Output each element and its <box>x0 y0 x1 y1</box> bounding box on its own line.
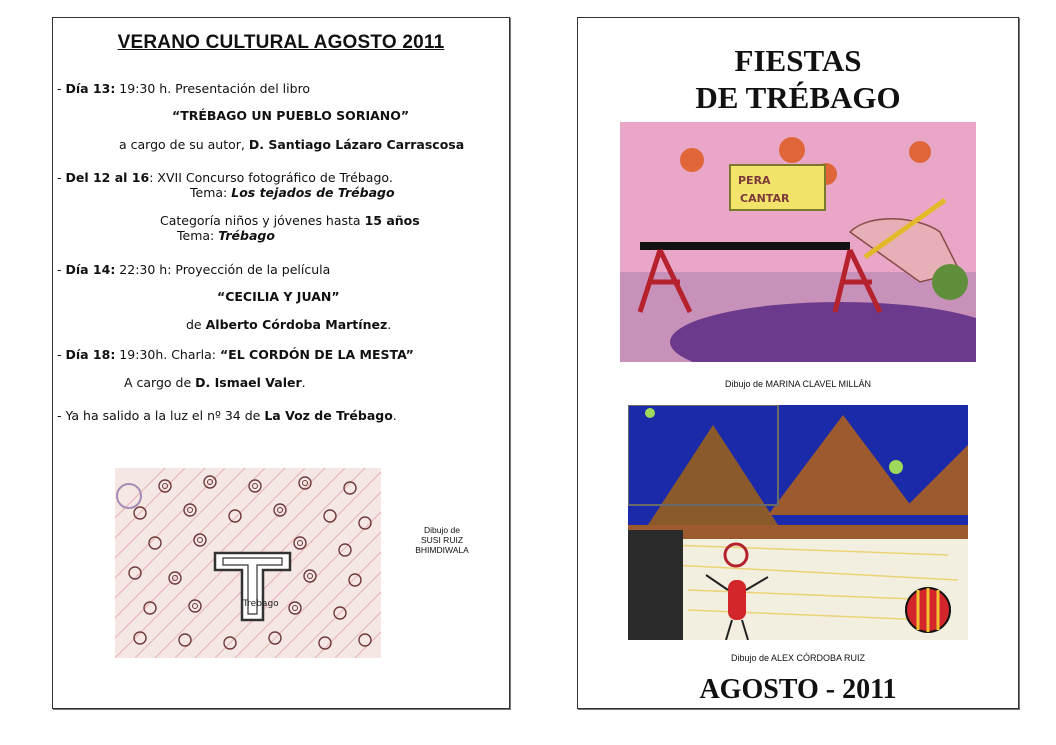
category-label: Categoría niños y jóvenes hasta <box>160 213 365 228</box>
sign-text: CANTAR <box>740 192 790 205</box>
theme-topic: Trébago <box>218 228 275 243</box>
magazine-prefix: - Ya ha salido a la luz el nº 34 de <box>57 408 265 423</box>
speaker-prefix: A cargo de <box>124 375 196 390</box>
event-date: Día 13: <box>65 81 116 96</box>
drawing-caption <box>397 525 487 555</box>
bullet: - <box>57 262 66 277</box>
theme-label: Tema: <box>190 185 232 200</box>
sign-text: PERA <box>738 174 771 187</box>
footer-date: AGOSTO - 2011 <box>699 674 897 705</box>
page-heading: VERANO CULTURAL AGOSTO 2011 <box>117 32 445 53</box>
author-name: D. Santiago Lázaro Carrascosa <box>248 137 465 152</box>
bullet: - <box>57 81 66 96</box>
magazine-line <box>57 408 397 423</box>
event-text: : XVII Concurso fotográfico de Trébago. <box>149 170 393 185</box>
film-title-text: “CECILIA Y JUAN” <box>217 289 340 304</box>
event-day13-line <box>57 81 310 96</box>
bullet: - <box>57 170 66 185</box>
theme-label: Tema: <box>177 228 219 243</box>
book-title-text: “TRÉBAGO UN PUEBLO SORIANO” <box>172 108 410 123</box>
event-text: 19:30h. Charla: <box>115 347 220 362</box>
page-title-line2: DE TRÉBAGO <box>695 80 901 115</box>
contest-theme-line <box>190 185 395 200</box>
stage-drawing <box>620 122 976 362</box>
category-age: 15 años <box>364 213 420 228</box>
film-title <box>217 289 340 304</box>
caption-line: SUSI RUIZ <box>420 535 464 545</box>
event-date: Del 12 al 16 <box>65 170 150 185</box>
event-contest-line <box>57 170 393 185</box>
speaker-line <box>124 375 306 390</box>
caption-line: BHIMDIWALA <box>415 545 469 555</box>
left-page <box>52 17 510 709</box>
category-line <box>160 213 420 228</box>
speaker-name: D. Ismael Valer <box>195 375 302 390</box>
drawing2-caption: Dibujo de ALEX CÓRDOBA RUIZ <box>730 653 866 663</box>
punctuation: . <box>301 375 306 390</box>
event-day14-line <box>57 262 330 277</box>
director-prefix: de <box>186 317 206 332</box>
spiral-drawing <box>115 468 381 658</box>
magazine-name: La Voz de Trébago <box>264 408 393 423</box>
category-theme-line <box>177 228 275 243</box>
caption-line: Dibujo de <box>424 525 460 535</box>
bullet: - <box>57 347 66 362</box>
event-date: Día 14: <box>65 262 116 277</box>
director-line <box>186 317 391 332</box>
right-page <box>577 17 1019 709</box>
event-text: 19:30 h. Presentación del libro <box>115 81 311 96</box>
punctuation: . <box>387 317 392 332</box>
drawing1-caption: Dibujo de MARINA CLAVEL MILLÁN <box>724 379 872 389</box>
drawing-signature: Trebago <box>243 599 279 609</box>
punctuation: . <box>392 408 397 423</box>
author-line <box>119 137 464 152</box>
talk-title: “EL CORDÓN DE LA MESTA” <box>219 347 414 362</box>
event-date: Día 18: <box>65 347 116 362</box>
theme-topic: Los tejados de Trébago <box>231 185 395 200</box>
event-text: 22:30 h: Proyección de la película <box>115 262 331 277</box>
event-day18-line <box>57 347 414 362</box>
page-title-line1: FIESTAS <box>734 43 862 78</box>
pyramids-drawing <box>628 405 968 640</box>
author-prefix: a cargo de su autor, <box>119 137 249 152</box>
book-title <box>172 108 409 123</box>
director-name: Alberto Córdoba Martínez <box>205 317 388 332</box>
